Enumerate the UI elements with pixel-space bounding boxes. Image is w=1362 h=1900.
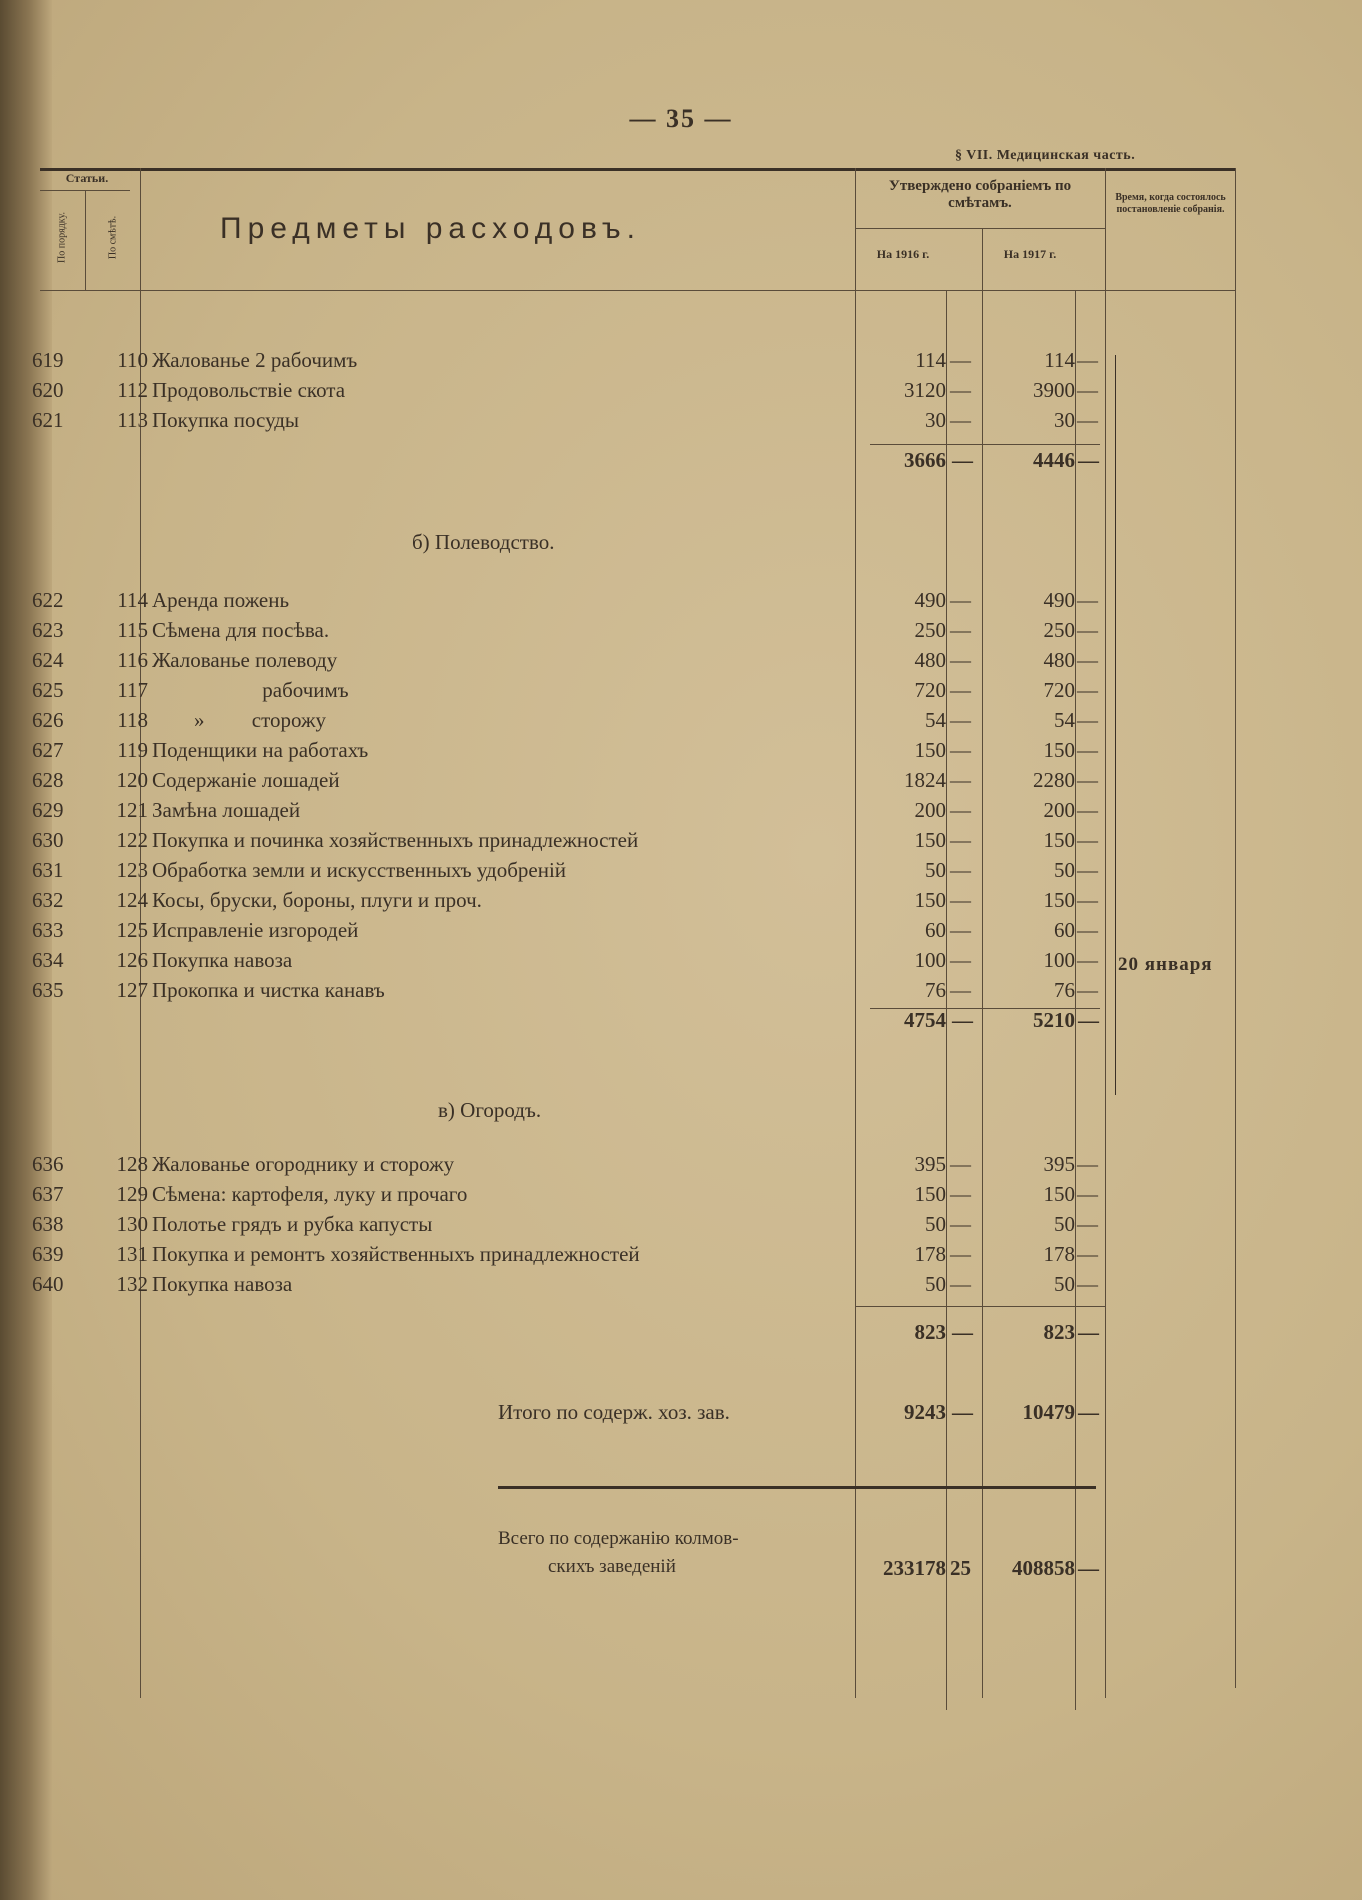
row-1917: 250 (1043, 618, 1075, 642)
table-row (0, 738, 1362, 768)
row-1916-kop: — (950, 798, 971, 822)
row-item: Покупка посуды (152, 408, 300, 432)
row-ord: 639 (32, 1242, 64, 1266)
row-est: 122 (116, 828, 148, 852)
table-row (0, 1182, 1362, 1212)
group-c-total-dash: — (952, 1320, 973, 1344)
row-1917-kop: — (1077, 618, 1098, 642)
row-1916: 60 (925, 918, 946, 942)
row-ord: 623 (32, 618, 64, 642)
po-poryadku-header: По порядку. (56, 212, 68, 263)
row-1917-kop: — (1077, 918, 1098, 942)
row-1917: 150 (1043, 1182, 1075, 1206)
header-top-rule (40, 168, 1236, 171)
group-c-total-1917: 823 (1043, 1320, 1075, 1344)
row-1916-kop: — (950, 918, 971, 942)
row-1917-kop: — (1077, 738, 1098, 762)
approved-header: Утверждено собраніемъ по смѣтамъ. (888, 178, 1072, 212)
row-item: Покупка навоза (152, 948, 293, 972)
itogo-label: Итого по содерж. хоз. зав. (498, 1400, 730, 1424)
row-1916: 200 (914, 798, 946, 822)
table-row (0, 1152, 1362, 1182)
itogo-1916: 9243 (904, 1400, 946, 1424)
row-ord: 624 (32, 648, 64, 672)
table-row (0, 1212, 1362, 1242)
row-1916-kop: — (950, 648, 971, 672)
row-1917-kop: — (1077, 1242, 1098, 1266)
row-1917: 150 (1043, 888, 1075, 912)
row-1916: 76 (925, 978, 946, 1002)
table-row (0, 978, 1362, 1008)
row-est: 113 (117, 408, 148, 432)
table-row (0, 648, 1362, 678)
row-1917-kop: — (1077, 588, 1098, 612)
row-est: 121 (116, 798, 148, 822)
row-1917: 480 (1043, 648, 1075, 672)
header-bottom-rule (40, 290, 1236, 291)
row-1916: 150 (914, 888, 946, 912)
row-est: 130 (116, 1212, 148, 1236)
row-ord: 629 (32, 798, 64, 822)
row-1916: 50 (925, 858, 946, 882)
table-row (0, 408, 1362, 438)
group-b-total-1916: 4754 (904, 1008, 946, 1032)
row-1916: 250 (914, 618, 946, 642)
row-1916-kop: — (950, 768, 971, 792)
row-1916: 100 (914, 948, 946, 972)
row-item: Поденщики на работахъ (152, 738, 369, 762)
row-1917: 395 (1043, 1152, 1075, 1176)
row-1916: 30 (925, 408, 946, 432)
row-est: 131 (116, 1242, 148, 1266)
row-ord: 622 (32, 588, 64, 612)
vsego-1917: 408858 (1012, 1556, 1075, 1580)
row-1917: 50 (1054, 1212, 1075, 1236)
row-est: 117 (117, 678, 148, 702)
row-est: 132 (116, 1272, 148, 1296)
row-item: Покупка навоза (152, 1272, 293, 1296)
row-est: 127 (116, 978, 148, 1002)
row-1917: 54 (1054, 708, 1075, 732)
row-1917-kop: — (1077, 888, 1098, 912)
table-row (0, 708, 1362, 738)
row-1916: 54 (925, 708, 946, 732)
row-item: Жалованье огороднику и сторожу (152, 1152, 455, 1176)
row-est: 120 (116, 768, 148, 792)
row-ord: 637 (32, 1182, 64, 1206)
group-b-total-dash: — (952, 1008, 973, 1032)
row-1916-kop: — (950, 678, 971, 702)
group-c-total-dash: — (1078, 1320, 1099, 1344)
row-ord: 619 (32, 348, 64, 372)
row-item: Сѣмена: картофеля, луку и прочаго (152, 1182, 468, 1206)
row-1916: 150 (914, 828, 946, 852)
row-ord: 620 (32, 378, 64, 402)
row-ord: 627 (32, 738, 64, 762)
row-est: 112 (117, 378, 148, 402)
row-1917-kop: — (1077, 408, 1098, 432)
row-1916: 50 (925, 1272, 946, 1296)
vsego-label-line2: скихъ заведеній (548, 1556, 676, 1577)
row-1916: 150 (914, 1182, 946, 1206)
row-ord: 626 (32, 708, 64, 732)
group-b-total-dash: — (1078, 1008, 1099, 1032)
row-item: Прокопка и чистка канавъ (152, 978, 385, 1002)
row-1917: 178 (1043, 1242, 1075, 1266)
row-1916-kop: — (950, 708, 971, 732)
row-est: 114 (117, 588, 148, 612)
row-est: 115 (117, 618, 148, 642)
row-1916-kop: — (950, 1242, 971, 1266)
row-est: 126 (116, 948, 148, 972)
row-1917: 30 (1054, 408, 1075, 432)
row-1916-kop: — (950, 978, 971, 1002)
approved-subrule (855, 228, 1105, 229)
row-item: Жалованье 2 рабочимъ (152, 348, 358, 372)
group-a-total-dash: — (1078, 448, 1099, 472)
table-row (0, 1272, 1362, 1302)
row-1916: 1824 (904, 768, 946, 792)
row-1917: 490 (1043, 588, 1075, 612)
row-item: Покупка и починка хозяйственныхъ принадлежностей (152, 828, 639, 852)
row-est: 125 (116, 918, 148, 942)
row-1917: 200 (1043, 798, 1075, 822)
row-1916: 490 (914, 588, 946, 612)
row-item: Косы, бруски, бороны, плуги и проч. (152, 888, 482, 912)
row-ord: 636 (32, 1152, 64, 1176)
row-est: 124 (116, 888, 148, 912)
row-1917-kop: — (1077, 1272, 1098, 1296)
row-ord: 625 (32, 678, 64, 702)
table-row (0, 678, 1362, 708)
group-c-total-1916: 823 (914, 1320, 946, 1344)
page-number: — 35 — (629, 104, 733, 133)
row-1916-kop: — (950, 738, 971, 762)
row-1916: 3120 (904, 378, 946, 402)
row-item: Сѣмена для посѣва. (152, 618, 330, 642)
row-1917-kop: — (1077, 708, 1098, 732)
group-a-total-1917: 4446 (1033, 448, 1075, 472)
row-1916-kop: — (950, 588, 971, 612)
table-row (0, 588, 1362, 618)
year-1917-header: На 1917 г. (1003, 247, 1057, 261)
stati-header: Статьи. (65, 171, 109, 185)
row-1917: 2280 (1033, 768, 1075, 792)
itogo-dash: — (952, 1400, 973, 1424)
row-est: 116 (117, 648, 148, 672)
group-c-title: в) Огородъ. (438, 1098, 542, 1122)
row-1916: 150 (914, 738, 946, 762)
row-ord: 621 (32, 408, 64, 432)
row-item: Содержаніе лошадей (152, 768, 340, 792)
subtotal-rule (870, 444, 1100, 445)
row-1917-kop: — (1077, 978, 1098, 1002)
row-est: 129 (116, 1182, 148, 1206)
row-item: Полотье грядъ и рубка капусты (152, 1212, 433, 1236)
table-main-title: Предметы расходовъ. (220, 212, 642, 245)
row-1917: 50 (1054, 858, 1075, 882)
row-1917-kop: — (1077, 1182, 1098, 1206)
row-1916: 114 (915, 348, 946, 372)
row-1916-kop: — (950, 618, 971, 642)
row-1917: 150 (1043, 738, 1075, 762)
row-item: рабочимъ (152, 678, 349, 702)
row-est: 119 (117, 738, 148, 762)
row-est: 118 (117, 708, 148, 732)
row-1916-kop: — (950, 1182, 971, 1206)
row-1916-kop: — (950, 888, 971, 912)
row-1917: 3900 (1033, 378, 1075, 402)
row-1917-kop: — (1077, 858, 1098, 882)
row-1916-kop: — (950, 378, 971, 402)
row-1916: 50 (925, 1212, 946, 1236)
row-1917-kop: — (1077, 678, 1098, 702)
table-row (0, 378, 1362, 408)
row-item: Аренда пожень (152, 588, 290, 612)
row-1917: 50 (1054, 1272, 1075, 1296)
table-row (0, 858, 1362, 888)
vsego-dash: — (1078, 1556, 1099, 1580)
row-ord: 632 (32, 888, 64, 912)
group-b-title: б) Полеводство. (412, 530, 555, 554)
row-1916-kop: — (950, 348, 971, 372)
row-1917-kop: — (1077, 948, 1098, 972)
row-1916-kop: — (950, 408, 971, 432)
row-1917-kop: — (1077, 648, 1098, 672)
group-a-total-dash: — (952, 448, 973, 472)
date-note: 20 января (1118, 954, 1213, 975)
row-1916-kop: — (950, 858, 971, 882)
row-ord: 628 (32, 768, 64, 792)
row-1917-kop: — (1077, 378, 1098, 402)
row-1917: 60 (1054, 918, 1075, 942)
row-1917: 720 (1043, 678, 1075, 702)
row-1916: 720 (914, 678, 946, 702)
itogo-dash: — (1078, 1400, 1099, 1424)
section-label: § VII. Медицинская часть. (955, 148, 1136, 163)
grand-total-rule (498, 1486, 1096, 1489)
table-row (0, 618, 1362, 648)
row-1916-kop: — (950, 1152, 971, 1176)
row-ord: 630 (32, 828, 64, 852)
row-ord: 640 (32, 1272, 64, 1296)
row-1917-kop: — (1077, 1152, 1098, 1176)
vsego-1916: 233178 (883, 1556, 946, 1580)
row-1917-kop: — (1077, 768, 1098, 792)
time-header: Время, когда состоялось постановленіе собранія. (1115, 192, 1226, 215)
row-1916-kop: — (950, 1212, 971, 1236)
row-ord: 631 (32, 858, 64, 882)
row-1916-kop: — (950, 828, 971, 852)
row-item: Продовольствіе скота (152, 378, 346, 402)
row-1917: 114 (1044, 348, 1075, 372)
row-1917: 100 (1043, 948, 1075, 972)
row-1917-kop: — (1077, 348, 1098, 372)
year-1916-header: На 1916 г. (876, 247, 930, 261)
row-est: 128 (116, 1152, 148, 1176)
table-row (0, 828, 1362, 858)
row-1917-kop: — (1077, 1212, 1098, 1236)
row-ord: 634 (32, 948, 64, 972)
row-ord: 635 (32, 978, 64, 1002)
vsego-label-line1: Всего по содержанію колмов- (498, 1528, 739, 1549)
row-item: » сторожу (152, 708, 326, 732)
vsego-1916-kop: 25 (950, 1556, 971, 1580)
row-1916: 178 (914, 1242, 946, 1266)
row-item: Покупка и ремонтъ хозяйственныхъ принадлежностей (152, 1242, 640, 1266)
row-1917: 150 (1043, 828, 1075, 852)
row-1917-kop: — (1077, 828, 1098, 852)
row-1917: 76 (1054, 978, 1075, 1002)
group-b-total-1917: 5210 (1033, 1008, 1075, 1032)
table-row (0, 768, 1362, 798)
group-a-total-1916: 3666 (904, 448, 946, 472)
col-line-ord (85, 190, 86, 290)
row-item: Исправленіе изгородей (152, 918, 359, 942)
row-item: Замѣна лошадей (152, 798, 301, 822)
row-1916-kop: — (950, 1272, 971, 1296)
itogo-1917: 10479 (1022, 1400, 1075, 1424)
row-1916: 395 (914, 1152, 946, 1176)
row-1916-kop: — (950, 948, 971, 972)
row-est: 110 (117, 348, 148, 372)
table-row (0, 348, 1362, 378)
row-ord: 633 (32, 918, 64, 942)
row-item: Жалованье полеводу (152, 648, 338, 672)
table-row (0, 1242, 1362, 1272)
table-row (0, 798, 1362, 828)
table-row (0, 918, 1362, 948)
row-1916: 480 (914, 648, 946, 672)
table-row (0, 888, 1362, 918)
subtotal-rule (855, 1306, 1105, 1307)
row-1917-kop: — (1077, 798, 1098, 822)
row-item: Обработка земли и искусственныхъ удобреній (152, 858, 567, 882)
po-smete-header: По смѣтѣ. (107, 215, 119, 260)
row-ord: 638 (32, 1212, 64, 1236)
row-est: 123 (116, 858, 148, 882)
